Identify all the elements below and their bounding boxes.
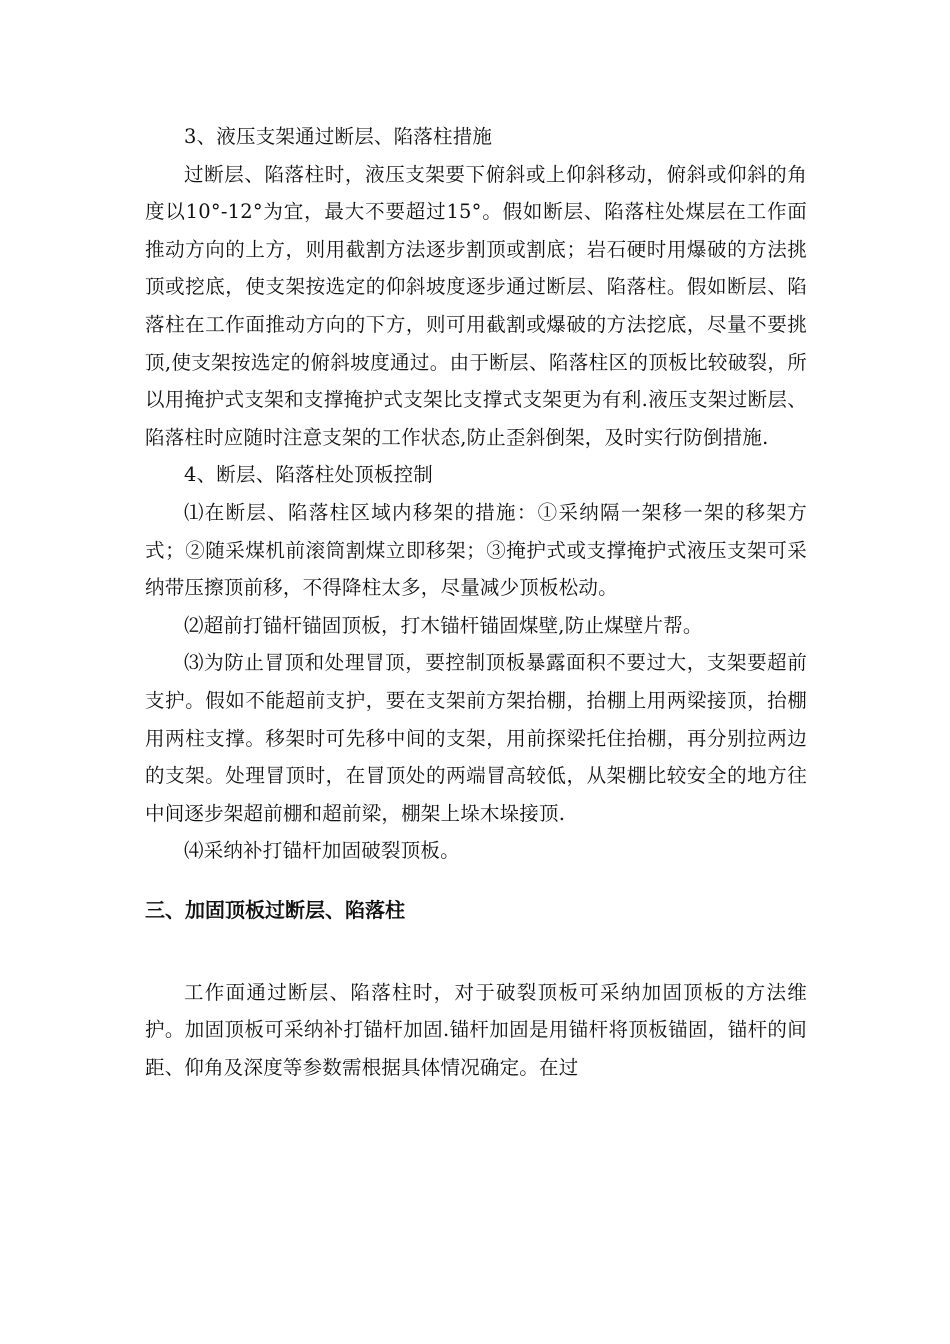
document-page — [145, 118, 807, 1087]
subheading-hydraulic-support: 3、液压支架通过断层、陷落柱措施 — [184, 125, 493, 148]
section-heading-reinforce-roof: 三、加固顶板过断层、陷落柱 — [145, 897, 405, 922]
paragraph-support-passing-fault: 过断层、陷落柱时，液压支架要下俯斜或上仰斜移动，俯斜或仰斜的角度以10°-12°为宜，最大不要超过15°。假如断层、陷落柱处煤层在工作面推动方向的上方，则用截割方法逐步割顶或割底；岩石硬时用爆破的方法挑顶或挖底，使支架按选定的仰斜坡度逐步通过断层、陷落柱。假如断层、陷落柱在工作面推动方向的下方，则可用截割或爆破的方法挖底，尽量不要挑顶,使支架按选定的俯斜坡度通过。由于断层、陷落柱区的顶板比较破裂，所以用掩护式支架和支撑掩护式支架比支撑式支架更为有利.液压支架过断层、陷落柱时应随时注意支架的工作状态,防止歪斜倒架，及时实行防倒措施. — [145, 162, 807, 449]
paragraph-item-1: ⑴在断层、陷落柱区域内移架的措施：①采纳隔一架移一架的移架方式；②随采煤机前滚筒割煤立即移架；③掩护式或支撑掩护式液压支架可采纳带压擦顶前移，不得降柱太多，尽量减少顶板松动。 — [145, 500, 807, 600]
paragraph-reinforce-roof: 工作面通过断层、陷落柱时，对于破裂顶板可采纳加固顶板的方法维护。加固顶板可采纳补打锚杆加固.锚杆加固是用锚杆将顶板锚固，锚杆的间距、仰角及深度等参数需根据具体情况确定。在过 — [145, 980, 807, 1080]
subheading-roof-control: 4、断层、陷落柱处顶板控制 — [184, 463, 434, 487]
paragraph-item-2: ⑵超前打锚杆锚固顶板，打木锚杆锚固煤壁,防止煤壁片帮。 — [184, 613, 703, 637]
paragraph-item-3: ⑶为防止冒顶和处理冒顶，要控制顶板暴露面积不要过大，支架要超前支护。假如不能超前支护，要在支架前方架抬棚，抬棚上用两梁接顶，抬棚用两柱支撑。移架时可先移中间的支架，用前探梁托住抬棚，再分别拉两边的支架。处理冒顶时，在冒顶处的两端冒高较低，从架棚比较安全的地方往中间逐步架超前棚和超前梁，棚架上垛木垛接顶. — [145, 651, 807, 825]
paragraph-item-4: ⑷采纳补打锚杆加固破裂顶板。 — [184, 839, 460, 863]
